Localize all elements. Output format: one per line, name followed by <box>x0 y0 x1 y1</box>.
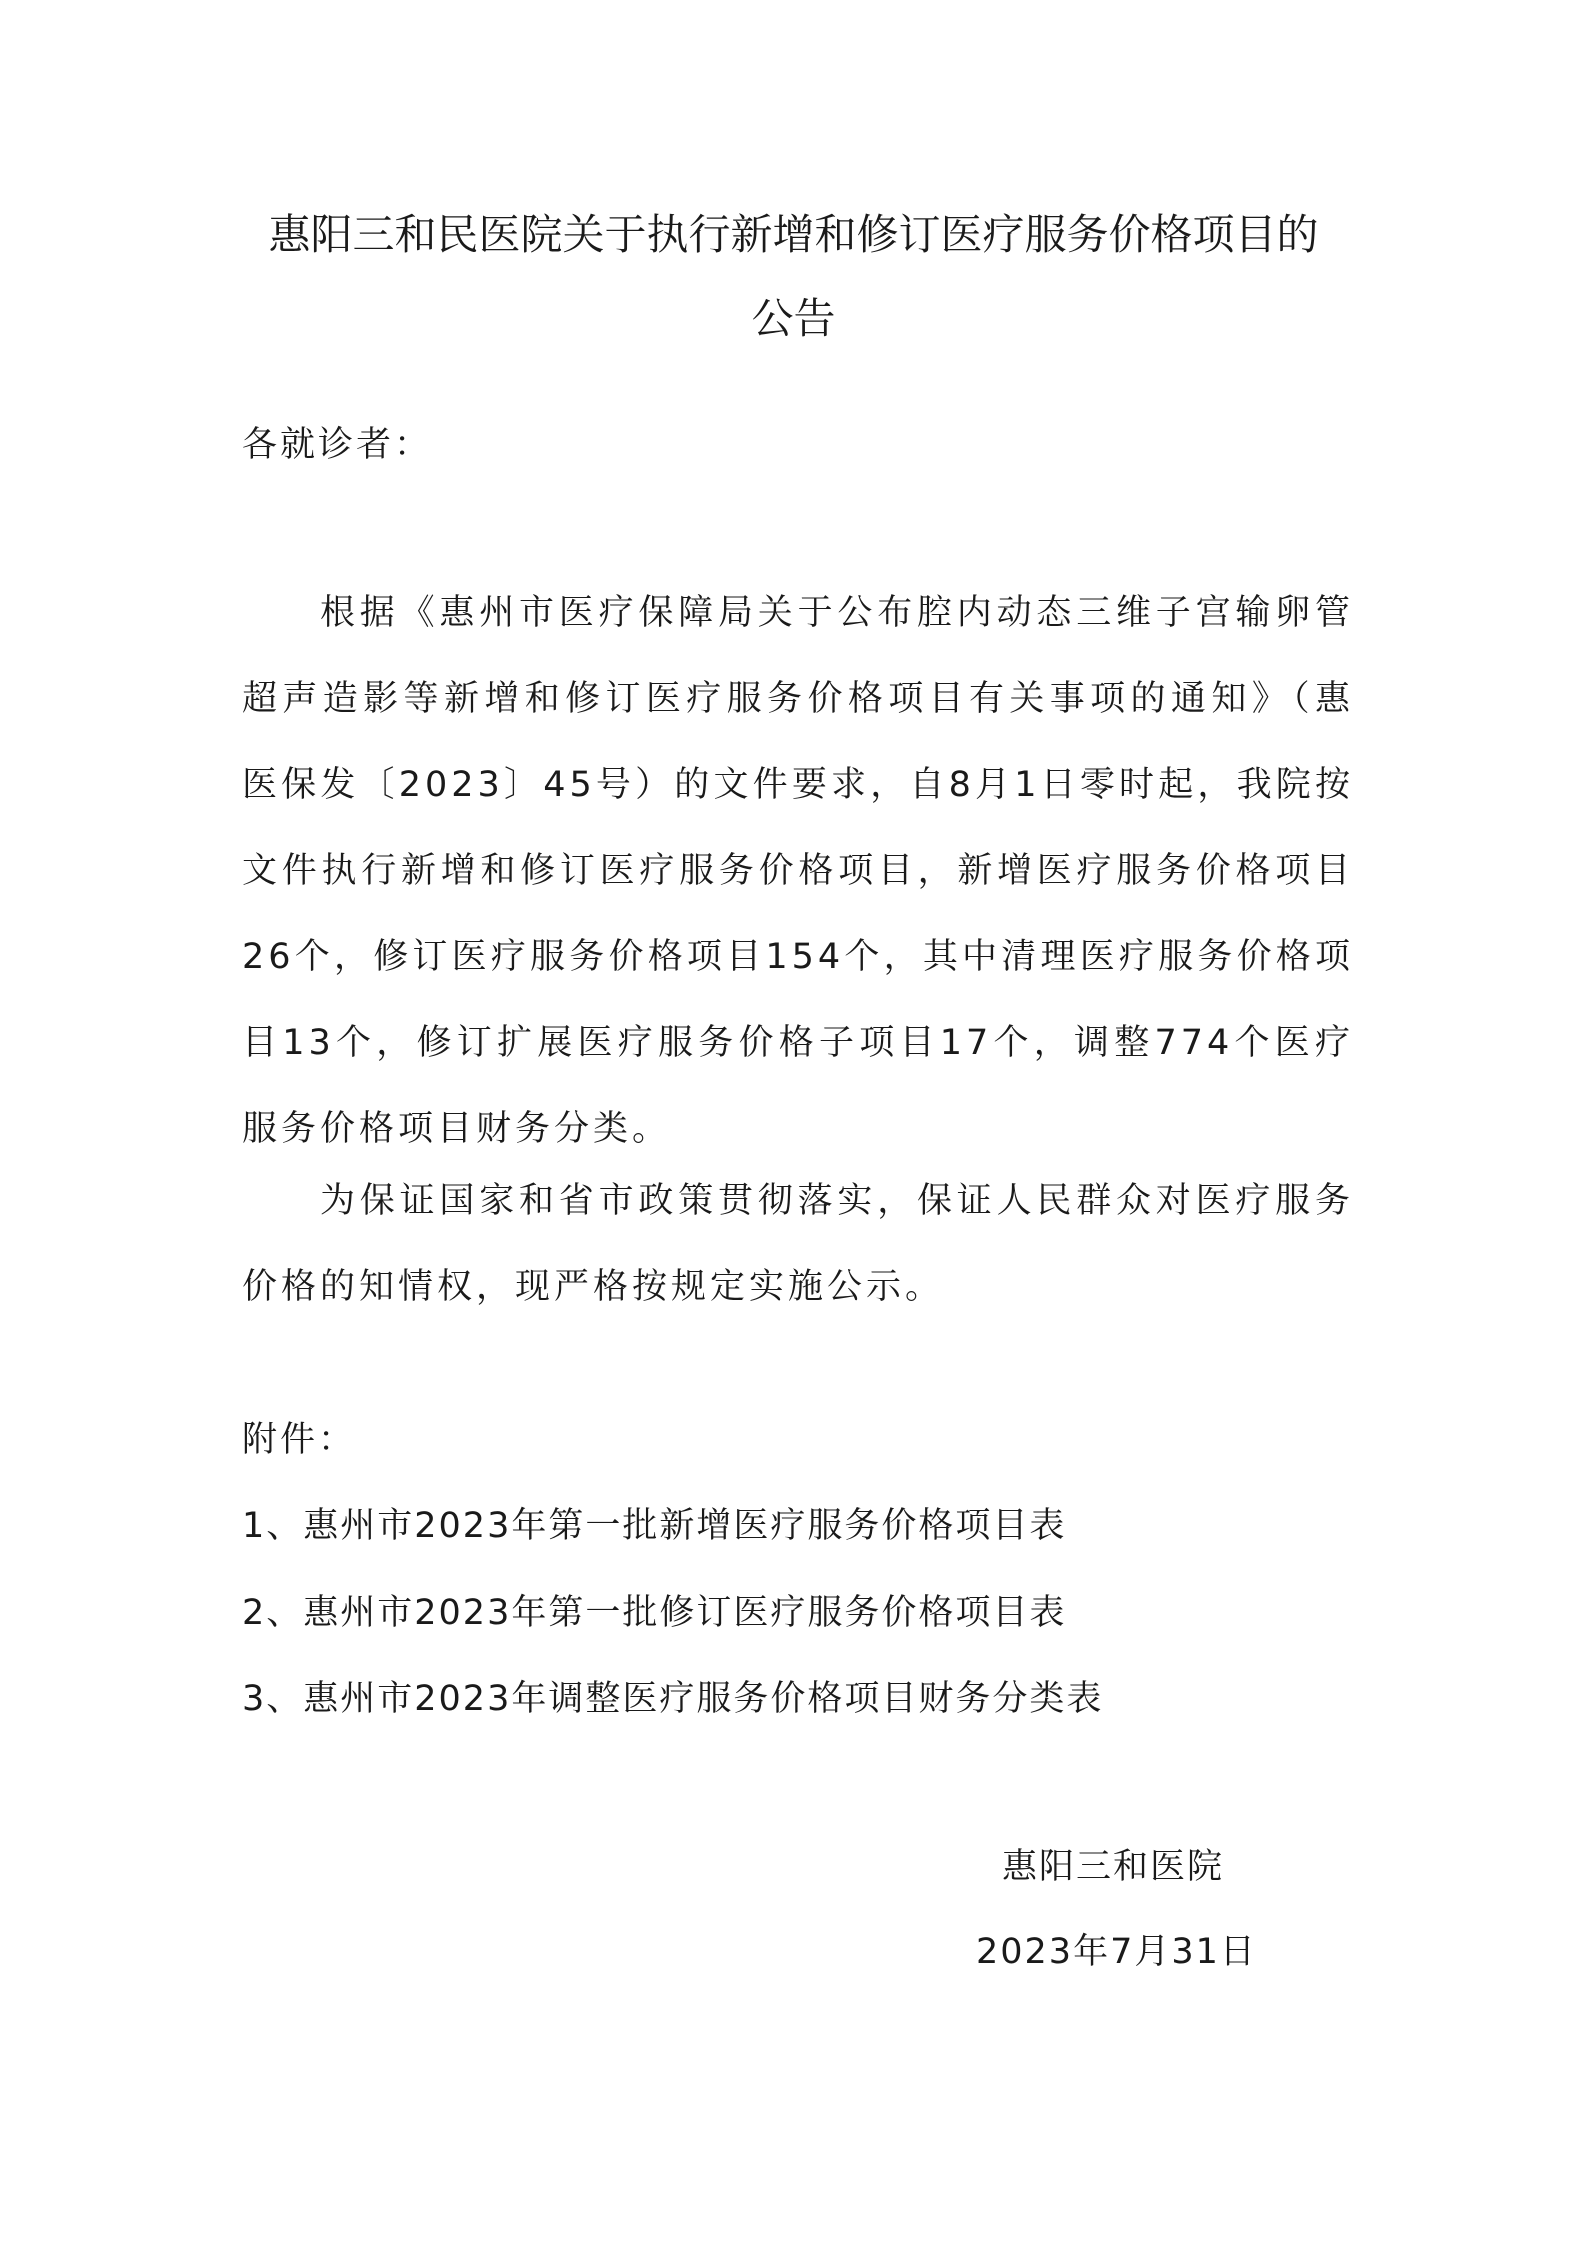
attachment-item: 3、惠州市2023年调整医疗服务价格项目财务分类表 <box>242 1679 1104 1719</box>
salutation: 各就诊者： <box>242 425 433 465</box>
body-paragraph-2: 为保证国家和省市政策贯彻落实，保证人民群众对医疗服务价格的知情权，现严格按规定实施公示。 <box>242 1181 1354 1307</box>
signature-date: 2023年7月31日 <box>976 1932 1257 1972</box>
attachment-item: 1、惠州市2023年第一批新增医疗服务价格项目表 <box>242 1506 1067 1546</box>
document-title-line-2: 公告 <box>751 294 836 343</box>
document-title-line-1: 惠阳三和民医院关于执行新增和修订医疗服务价格项目的 <box>268 210 1319 259</box>
attachments-label: 附件： <box>242 1420 357 1460</box>
body-paragraph-1: 根据《惠州市医疗保障局关于公布腔内动态三维子宫输卵管超声造影等新增和修订医疗服务价格项目有关事项的通知》（惠医保发〔2023〕45号）的文件要求，自8月1日零时起，我院按文件执行新增和修订医疗服务价格项目，新增医疗服务价格项目26个，修订医疗服务价格项目154个，其中清理医疗服务价格项目13个，修订扩展医疗服务价格子项目17个，调整774个医疗服务价格项目财务分类。 <box>242 593 1354 1149</box>
attachment-item: 2、惠州市2023年第一批修订医疗服务价格项目表 <box>242 1593 1067 1633</box>
signature-organization: 惠阳三和医院 <box>1002 1847 1225 1887</box>
